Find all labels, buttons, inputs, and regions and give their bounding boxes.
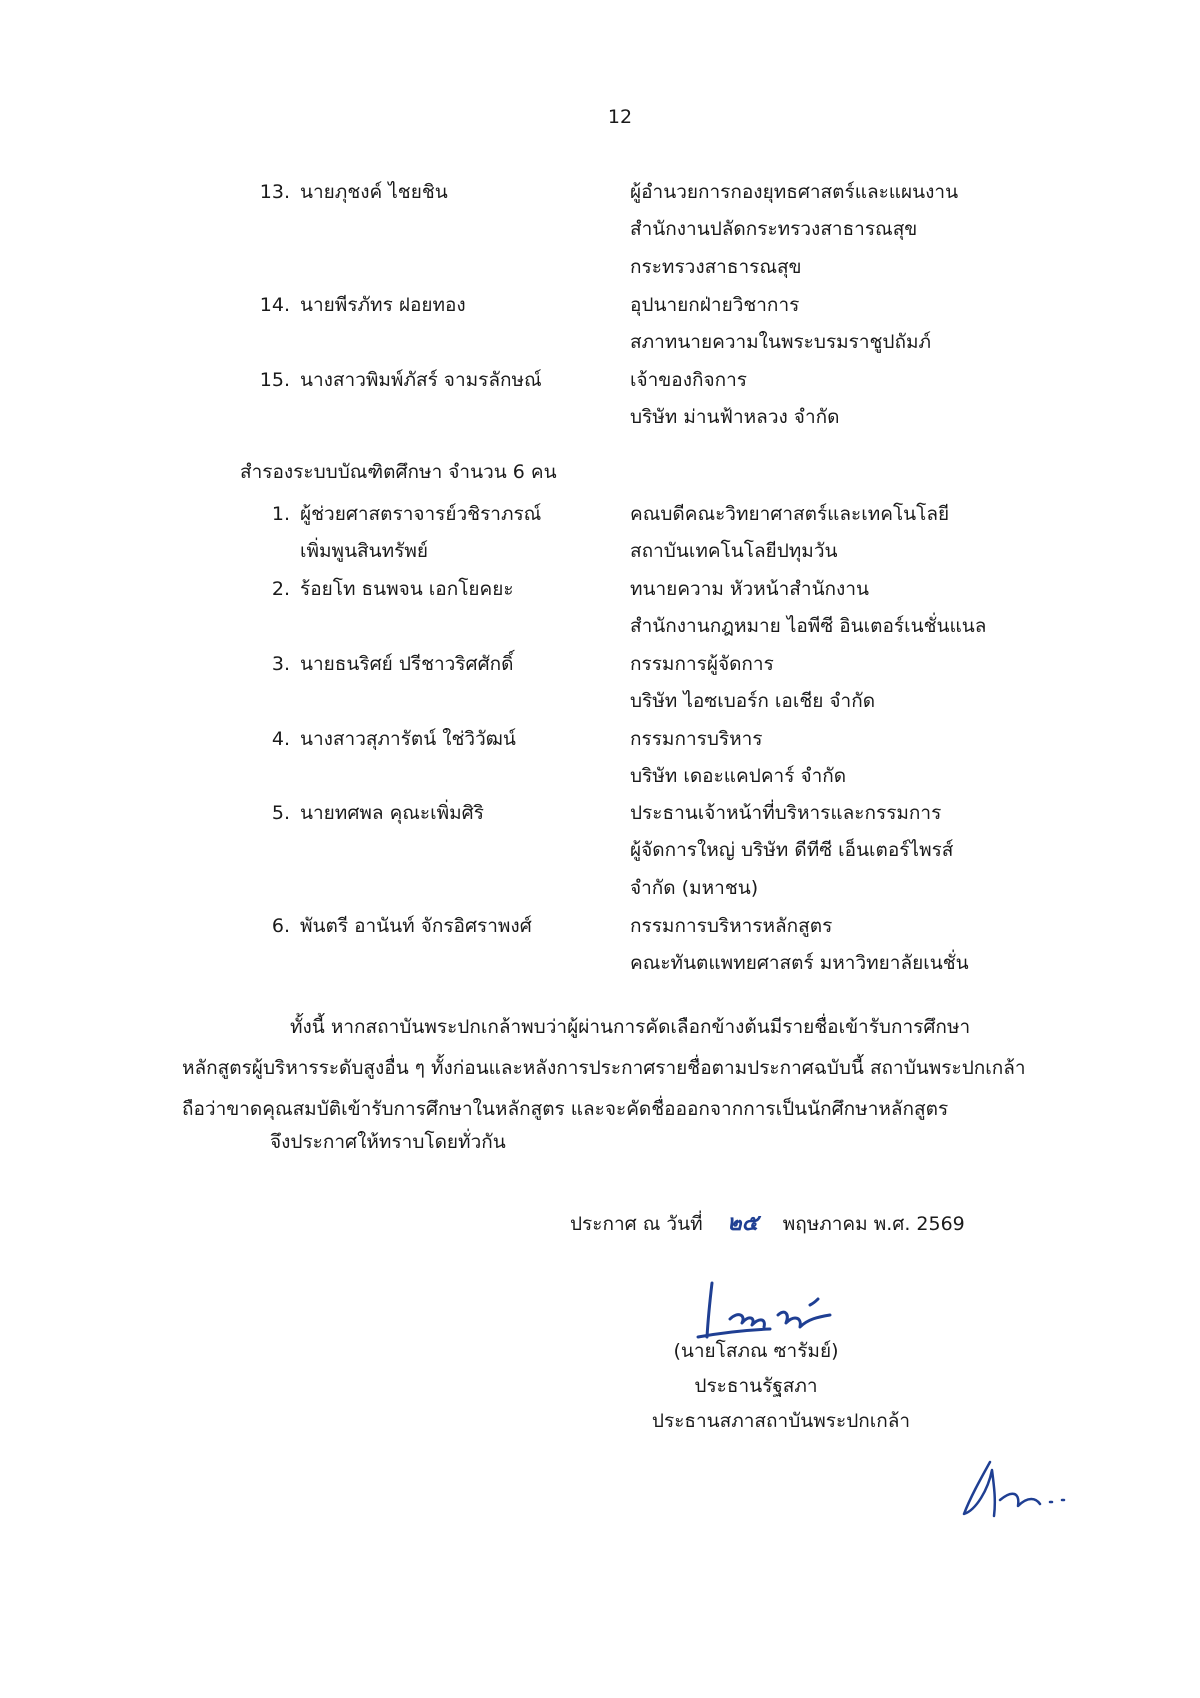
date-day: ๒๕ [727,1210,759,1236]
list-item-position: ประธานเจ้าหน้าที่บริหารและกรรมการ [630,802,942,824]
list-item-position: กระทรวงสาธารณสุข [630,256,802,278]
date-month-year: พฤษภาคม พ.ศ. 2569 [782,1213,965,1235]
list-item-position: กรรมการผู้จัดการ [630,653,774,675]
list-item-number: 1. [271,503,290,525]
list-item-position: คณะทันตแพทยศาสตร์ มหาวิทยาลัยเนชั่น [630,952,969,974]
closing-paragraph [182,1007,1072,1130]
list-item-position: สำนักงานกฎหมาย ไอพีซี อินเตอร์เนชั่นแนล [630,615,987,637]
signatory-title: ประธานสภาสถาบันพระปกเกล้า [651,1410,911,1432]
list-item-number: 4. [271,728,290,750]
list-item-position: คณบดีคณะวิทยาศาสตร์และเทคโนโลยี [630,503,950,525]
list-item-position: อุปนายกฝ่ายวิชาการ [630,294,800,316]
signatory-name: (นายโสภณ ซารัมย์) [673,1340,839,1362]
list-item-position: บริษัท ม่านฟ้าหลวง จำกัด [630,406,840,428]
list-item-name: เพิ่มพูนสินทรัพย์ [300,540,429,562]
list-item-position: บริษัท ไอซเบอร์ก เอเชีย จำกัด [630,690,876,712]
list-item-name: นายธนริศย์ ปรีชาวริศศักดิ์ [300,653,514,675]
date-line [570,1212,965,1234]
list-item-number: 15. [259,369,290,391]
list-item-position: บริษัท เดอะแคปคาร์ จำกัด [630,765,847,787]
list-item-name: นายภุชงค์ ไชยชิน [300,181,448,203]
list-item-number: 3. [271,653,290,675]
list-item-number: 5. [271,802,290,824]
list-item-position: ผู้จัดการใหญ่ บริษัท ดีทีซี เอ็นเตอร์ไพรส์ [630,839,954,861]
list-item-name: นางสาวสุภารัตน์ ใช่วิวัฒน์ [300,728,516,750]
list-item-position: สภาทนายความในพระบรมราชูปถัมภ์ [630,331,932,353]
list-item-name: ร้อยโท ธนพจน เอกโยคยะ [300,578,514,600]
list-item-number: 14. [259,294,290,316]
list-item-position: กรรมการบริหาร [630,728,763,750]
list-item-name: นายทศพล คุณะเพิ่มศิริ [300,802,484,824]
list-item-position: เจ้าของกิจการ [630,369,747,391]
list-item-number: 13. [259,181,290,203]
list-item-position: ทนายความ หัวหน้าสำนักงาน [630,578,869,600]
list-item-name: พันตรี อานันท์ จักรอิศราพงศ์ [300,915,532,937]
list-item-number: 2. [271,578,290,600]
list-item-position: จำกัด (มหาชน) [630,877,759,899]
list-item-position: สถาบันเทคโนโลยีปทุมวัน [630,540,838,562]
list-item-name: ผู้ช่วยศาสตราจารย์วชิราภรณ์ [300,503,542,525]
list-item-position: ผู้อำนวยการกองยุทธศาสตร์และแผนงาน [630,181,959,203]
list-item-number: 6. [271,915,290,937]
paragraph-line: ถือว่าขาดคุณสมบัติเข้ารับการศึกษาในหลักสูตร และจะคัดชื่อออกจากการเป็นนักศึกษาหลักสูตร [182,1098,949,1120]
signatory-title: ประธานรัฐสภา [694,1375,818,1397]
list-item-name: นางสาวพิมพ์ภัสร์ จามรลักษณ์ [300,369,542,391]
paragraph-line: หลักสูตรผู้บริหารระดับสูงอื่น ๆ ทั้งก่อนและหลังการประกาศรายชื่อตามประกาศฉบับนี้ สถาบันพระปกเกล้า [182,1057,1026,1079]
initials-mark [950,1450,1090,1530]
list-item-position: สำนักงานปลัดกระทรวงสาธารณสุข [630,218,918,240]
date-prefix: ประกาศ ณ วันที่ [570,1213,703,1235]
page-number: 12 [607,106,633,128]
list-item-name: นายพีรภัทร ฝอยทอง [300,294,466,316]
reserve-heading: สำรองระบบบัณฑิตศึกษา จำนวน 6 คน [240,461,557,483]
announcement-text: จึงประกาศให้ทราบโดยทั่วกัน [270,1131,506,1153]
list-item-position: กรรมการบริหารหลักสูตร [630,915,833,937]
paragraph-line: ทั้งนี้ หากสถาบันพระปกเกล้าพบว่าผู้ผ่านการคัดเลือกข้างต้นมีรายชื่อเข้ารับการศึกษา [290,1016,971,1038]
